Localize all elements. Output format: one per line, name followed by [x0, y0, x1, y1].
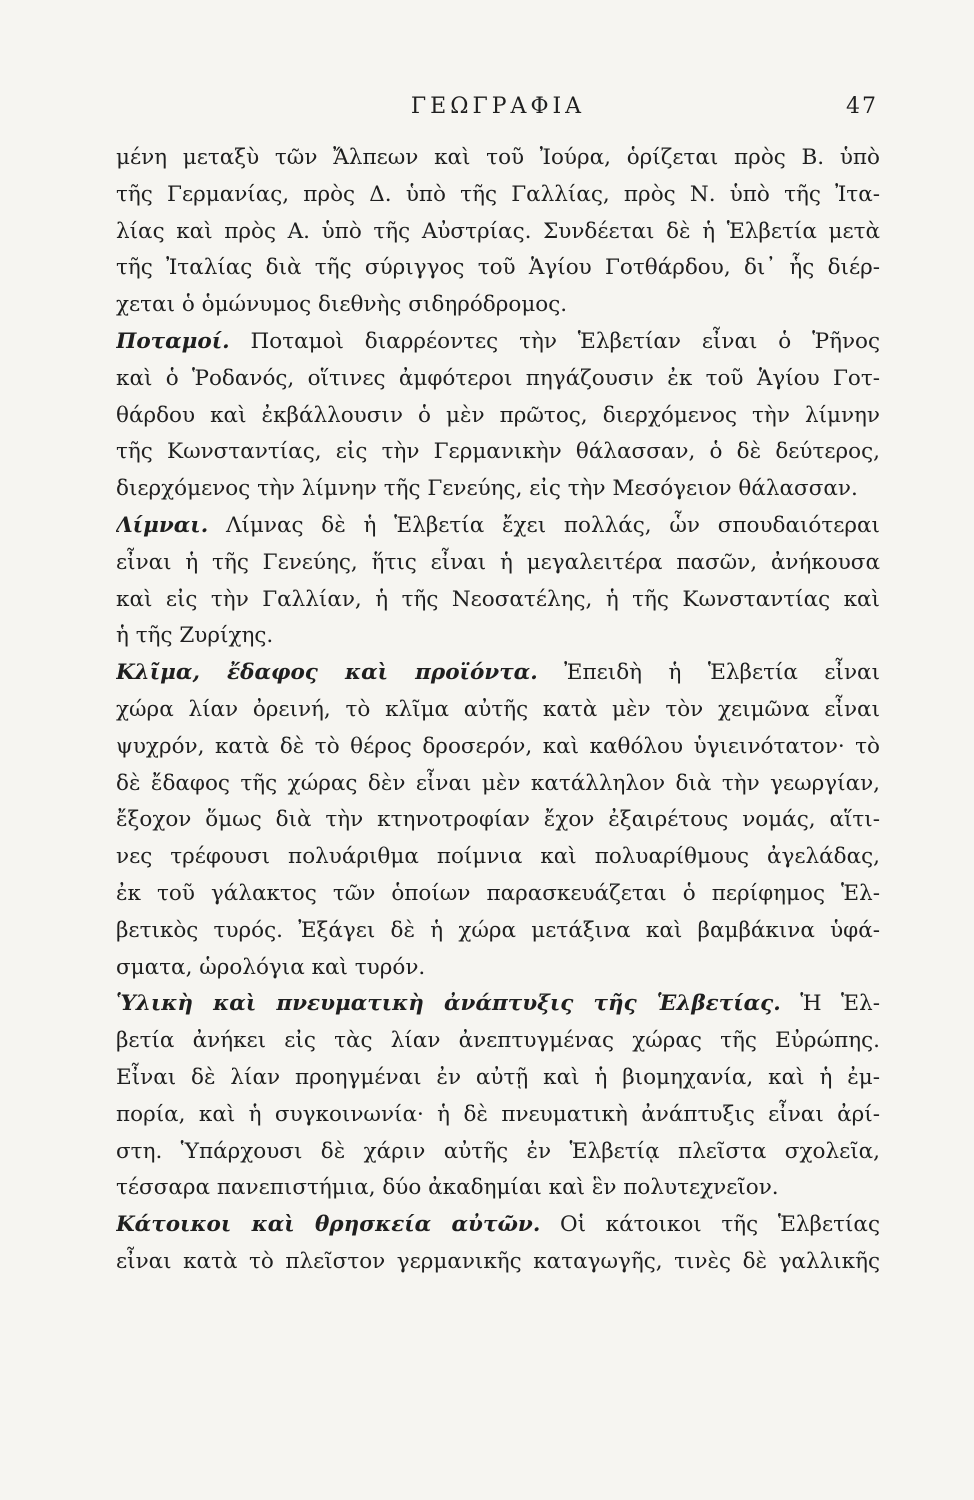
page-title: ΓΕΩΓΡΑΦΙΑ — [410, 94, 586, 119]
text-line: Ποταμοί. Ποταμοὶ διαρρέοντες τὴν Ἑλβετίαν εἶναι ὁ Ῥῆνος — [116, 328, 880, 354]
section-heading: Κάτοικοι καὶ θρησκεία αὐτῶν. — [116, 1212, 541, 1238]
text-line: ἔξοχον ὅμως διὰ τὴν κτηνοτροφίαν ἔχον ἐξαιρέτους νομάς, αἵτι- — [116, 807, 880, 833]
page-body — [116, 140, 880, 1281]
text-line: ψυχρόν, κατὰ δὲ τὸ θέρος δροσερόν, καὶ καθόλου ὑγιεινότατον· τὸ — [116, 733, 880, 759]
section-rivers — [116, 324, 880, 508]
text-line: στη. Ὑπάρχουσι δὲ χάριν αὐτῆς ἐν Ἑλβετίᾳ πλεῖστα σχολεῖα, — [116, 1138, 880, 1164]
text-line: Κάτοικοι καὶ θρησκεία αὐτῶν. Οἱ κάτοικοι τῆς Ἑλβετίας — [116, 1212, 880, 1238]
text-line: καὶ ὁ Ῥοδανός, οἵτινες ἀμφότεροι πηγάζουσιν ἐκ τοῦ Ἁγίου Γοτ- — [116, 365, 880, 391]
text-line: δὲ ἔδαφος τῆς χώρας δὲν εἶναι μὲν κατάλληλον διὰ τὴν γεωργίαν, — [116, 770, 880, 796]
text-line: Κλῖμα, ἔδαφος καὶ προϊόντα. Ἐπειδὴ ἡ Ἑλβετία εἶναι — [116, 660, 880, 686]
text-line: τῆς Κωνσταντίας, εἰς τὴν Γερμανικὴν θάλασσαν, ὁ δὲ δεύτερος, — [116, 439, 880, 465]
text-line: τῆς Γερμανίας, πρὸς Δ. ὑπὸ τῆς Γαλλίας, πρὸς Ν. ὑπὸ τῆς Ἰτα- — [116, 181, 880, 207]
text-line: βετικὸς τυρός. Ἐξάγει δὲ ἡ χώρα μετάξινα καὶ βαμβάκινα ὑφά- — [116, 917, 880, 943]
text-line: καὶ εἰς τὴν Γαλλίαν, ἡ τῆς Νεοσατέλης, ἡ τῆς Κωνσταντίας καὶ — [116, 586, 880, 612]
text-line: τέσσαρα πανεπιστήμια, δύο ἀκαδημίαι καὶ ἓν πολυτεχνεῖον. — [116, 1175, 779, 1201]
text-line: Εἶναι δὲ λίαν προηγμέναι ἐν αὐτῇ καὶ ἡ βιομηχανία, καὶ ἡ ἐμ- — [116, 1064, 880, 1090]
text-line: σματα, ὡρολόγια καὶ τυρόν. — [116, 954, 426, 980]
text-line: Λίμναι. Λίμνας δὲ ἡ Ἑλβετία ἔχει πολλάς, ὧν σπουδαιότεραι — [116, 512, 880, 538]
section-heading: Κλῖμα, ἔδαφος καὶ προϊόντα. — [116, 660, 538, 686]
intro-paragraph — [116, 140, 880, 324]
section-heading: Ποταμοί. — [116, 328, 230, 354]
text-line: ἡ τῆς Ζυρίχης. — [116, 623, 274, 649]
section-development — [116, 986, 880, 1207]
text-line: ἐκ τοῦ γάλακτος τῶν ὁποίων παρασκευάζεται ὁ περίφημος Ἑλ- — [116, 880, 880, 906]
text-line: χεται ὁ ὁμώνυμος διεθνὴς σιδηρόδρομος. — [116, 292, 568, 318]
text-line: εἶναι ἡ τῆς Γενεύης, ἥτις εἶναι ἡ μεγαλειτέρα πασῶν, ἀνήκουσα — [116, 549, 880, 575]
text-line: μένη μεταξὺ τῶν Ἄλπεων καὶ τοῦ Ἰούρα, ὁρίζεται πρὸς Β. ὑπὸ — [116, 145, 880, 170]
text-line: χώρα λίαν ὀρεινή, τὸ κλῖμα αὐτῆς κατὰ μὲν τὸν χειμῶνα εἶναι — [116, 696, 880, 722]
text-line: βετία ἀνήκει εἰς τὰς λίαν ἀνεπτυγμένας χώρας τῆς Εὐρώπης. — [116, 1028, 880, 1054]
text-line: θάρδου καὶ ἐκβάλλουσιν ὁ μὲν πρῶτος, διερχόμενος τὴν λίμνην — [116, 402, 880, 428]
text-line: πορία, καὶ ἡ συγκοινωνία· ἡ δὲ πνευματικὴ ἀνάπτυξις εἶναι ἀρί- — [116, 1101, 880, 1127]
page-number: 47 — [846, 94, 878, 119]
text-line: εἶναι κατὰ τὸ πλεῖστον γερμανικῆς καταγωγῆς, τινὲς δὲ γαλλικῆς — [116, 1248, 880, 1274]
running-head — [118, 86, 878, 126]
text-line: διερχόμενος τὴν λίμνην τῆς Γενεύης, εἰς τὴν Μεσόγειον θάλασσαν. — [116, 476, 858, 502]
section-heading: Λίμναι. — [116, 512, 209, 538]
text-line: λίας καὶ πρὸς Α. ὑπὸ τῆς Αὐστρίας. Συνδέεται δὲ ἡ Ἑλβετία μετὰ — [116, 218, 880, 244]
text-line: Ὑλικὴ καὶ πνευματικὴ ἀνάπτυξις τῆς Ἑλβετίας. Ἡ Ἑλ- — [116, 991, 880, 1017]
text-line: νες τρέφουσι πολυάριθμα ποίμνια καὶ πολυαρίθμους ἀγελάδας, — [116, 844, 880, 870]
section-climate — [116, 655, 880, 986]
section-lakes — [116, 508, 880, 655]
text-line: τῆς Ἰταλίας διὰ τῆς σύριγγος τοῦ Ἁγίου Γοτθάρδου, δι᾽ ἧς διέρ- — [116, 255, 880, 281]
section-heading: Ὑλικὴ καὶ πνευματικὴ ἀνάπτυξις τῆς Ἑλβετίας. — [116, 991, 781, 1017]
section-inhabitants — [116, 1207, 880, 1281]
